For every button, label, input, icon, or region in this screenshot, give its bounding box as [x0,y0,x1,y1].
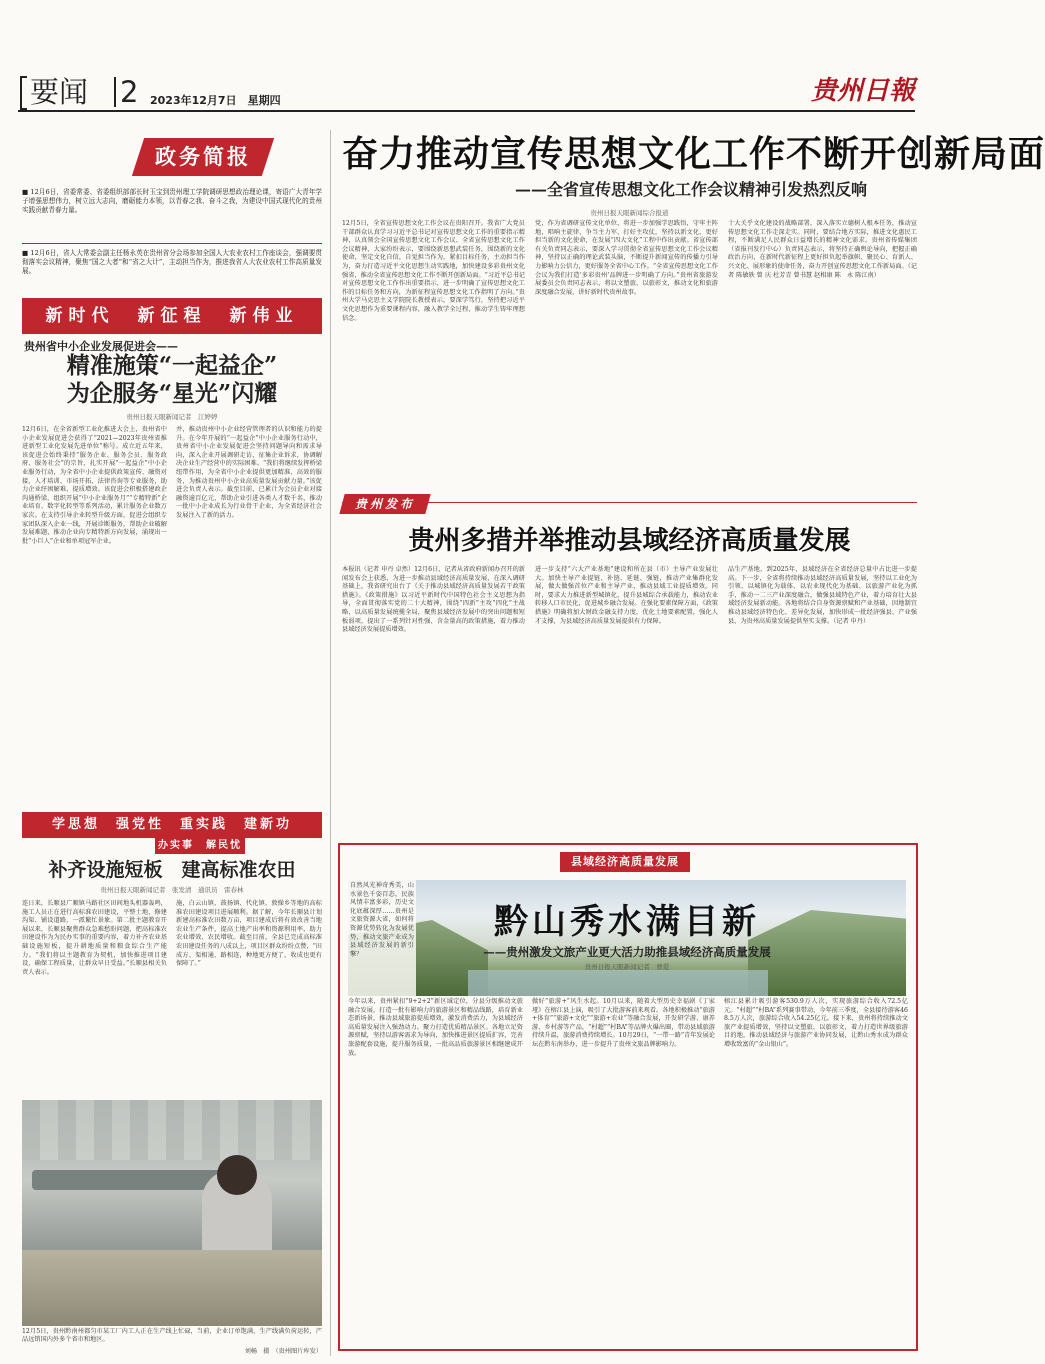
brief-item: ■ 12月6日，省人大常委会副主任杨永英在贵州省分会场参加全国人大农业农村工作座谈会，强调要贯彻落实会议精神，聚焦“国之大者”和“省之大计”，主动担当作为，推进我省人大农业农村工作高质量发展。 [22,249,322,276]
feature-headline: 黔山秀水满目新 [494,902,760,942]
article-body: 党，作为省调研宣传文化单位，将进一步加强学思践悟，守牢主阵地，唱响主旋律，争当主力军，打好主攻仗，坚持以新文化，更好担当新的文化使命，在发展“四大文化”工程中作出贡献。省宣传部有关负责同志表示，要深入学习贯彻全省宣传思想文化工作会议精神，坚持以正确的理论武装头脑，不断提升新闻宣传的传播力引导力影响力公信力，更好服务全省中心工作。“全省宣传思想文化工作会议为我们打造‘多彩贵州’品牌进一步明确了方向。”贵州省旅游发展委员会负责同志表示，将以文塑旅、以旅彰文，推动文化和旅游深度融合发展，讲好新时代贵州故事。 [535,220,718,296]
divider [22,243,322,244]
article-kicker: 贵州省中小企业发展促进会—— [24,340,178,353]
issue-date: 2023年12月7日 星期四 [150,94,281,107]
feature-subhead: ——贵州激发文旅产业更大活力助推县域经济高质量发展 [483,945,771,959]
article-body: 进一步支持“六大产业基地”建设和所在县（市）主导产业发展壮大。加快主导产业提链、补链、延链、强链，推动产业集群化发展，做大做强首位产业和主导产业，推动县域工业提质增效。同时，要求大力推进新型城镇化，提升县城综合承载能力，推动农业转移人口市民化，促进城乡融合发展。在强化要素保障方面，《政策措施》明确将加大财政金融支持力度，优化土地要素配置，强化人才支撑，为县域经济高质量发展提供有力保障。 [535,566,718,625]
byline: 贵州日报天眼新闻记者 张发清 通讯员 雷春林 [100,886,244,894]
article-body: 品生产基地，到2025年，县域经济在全省经济总量中占比进一步提高。下一步，全省将持续推动县域经济高质量发展，坚持以工业化为引领、以城镇化为载体、以农业现代化为基础、以旅游产业化为抓手，推动一二三产业深度融合，做强县域特色产业，着力培育壮大县域经济发展新动能。各地将结合自身资源禀赋和产业基础，因地制宜推动县域经济特色化、差异化发展，加快形成一批经济强县、产业强县，为贵州高质量发展提供坚实支撑。（记者 申丹） [728,566,917,625]
article-headline: 补齐设施短板 建高标准农田 [48,859,296,881]
article-body: 做好“旅游+”风生水起。10月以来，随着大型历史幸福剧《丁家垭》在榕江县上演，吸引了大批游客前来观看。各地积极推动“旅游+体育”“旅游+文化”“旅游+农业”等融合发展，开发研学游、康养游、乡村游等产品，“村超”“村BA”等品牌火爆出圈，带动县域旅游持续升温，旅游消费持续增长。10月29日，“一带一路”青年发展论坛在黔东南举办，进一步提升了贵州文旅品牌影响力。 [532,998,715,1048]
photo-credit: 刘畅 摄 （贵州图片库发） [244,1348,322,1355]
article-headline: 为企服务“星光”闪耀 [66,380,278,407]
factory-photo [22,1100,322,1326]
article-headline: 精准施策“一起益企” [66,352,278,379]
article-body: 12月6日，在全省新型工业化推进大会上，贵州省中小企业发展促进会获得了“2021—2023年贵州省推进新型工业化发展先进单位”称号。成立近五年来，该促进会始终秉持“服务企业、服务会员、服务政府、服务社会”的宗旨，扎实开展“一起益企”中小企业服务行动，为全省中小企业提供政策宣传、融资对接、人才培训、市场开拓、法律咨询等专业服务，助力企业纾困解难、提质增效。该促进会积极搭建政企沟通桥梁，组织开展“中小企业服务月”“专精特新”企业培育、数字化转型等系列活动，累计服务企业数万家次。在支持引导企业转型升级方面，促进会组织专家团队深入企业一线，开展诊断服务，帮助企业破解发展难题，推动企业向专精特新方向发展，涌现出一批“小巨人”企业和单项冠军企业。 [22,426,167,545]
article-body: 榕江县累计吸引游客530.9万人次，实现旅游综合收入72.5亿元。“村超”“村BA”系列赛事带动，今年前三季度，全县接待游客468.5万人次，旅游综合收入54.25亿元。接下来，贵州将持续推动文旅产业提质增效，坚持以文塑旅、以旅彰文，着力打造世界级旅游目的地，推动县域经济与旅游产业协同发展，让黔山秀水成为群众增收致富的“金山银山”。 [724,998,908,1048]
feature-intro: 自然风光神奇秀美，山水景色千姿百态，民族风情丰富多彩，历史文化底蕴深厚……贵州是文旅资源大省，如何将资源优势转化为发展优势，推动文旅产业成为县域经济发展的新引擎？ [348,880,416,996]
article-body: 十大关乎文化建设的战略部署，深入落实立德树人根本任务，推动宣传思想文化工作走深走实。同时，要结合地方实际，推进文化惠民工程，不断满足人民群众日益增长的精神文化需求。贵州省传媒集团（省报刊发行中心）负责同志表示，将坚持正确舆论导向，把握正确政治方向，在新时代新征程上更好担负起举旗帜、聚民心、育新人、兴文化、展形象的使命任务，奋力开创宣传思想文化工作新局面。（记者 陈敏轶 曾 庆 杜芳青 曾书慧 赵相康 陈 永 陈江南） [728,220,917,279]
article-body: 并，推动贵州中小企业经营管理者的认识和能力的提升。在今年开展的“一起益企”中小企业服务行动中，贵州省中小企业发展促进会坚持问题导向和需求导向，深入企业开展调研走访，征集企业诉求，协调解决企业生产经营中的实际困难。“我们将继续发挥桥梁纽带作用，为全省中小企业提供更加精准、高效的服务，为推动贵州中小企业高质量发展贡献力量。”该促进会负责人表示。截至目前，已累计为会员企业对接融资逾百亿元，帮助企业引进各类人才数千名，推动一批中小企业成长为行业骨干企业，为全省经济社会发展注入了新的活力。 [176,426,322,519]
byline: 贵州日报天眼新闻记者 江婷婷 [126,413,218,421]
article-body: 本报讯（记者 申丹 卓然）12月6日，记者从省政府新闻办召开的新闻发布会上获悉，为进一步推动县域经济高质量发展，在深入调研基础上，我省研究出台了《关于推动县域经济高质量发展若干政策措施》。《政策措施》以习近平新时代中国特色社会主义思想为指导，全面贯彻落实党的二十大精神，围绕“四新”主攻“四化”主战略，以高质量发展统揽全局，聚焦县域经济发展中的突出问题和短板弱项，提出了一系列针对性强、含金量高的政策措施，着力推动县域经济发展提质增效。 [342,566,525,634]
section-name: 要闻 [30,75,89,109]
campaign-band: 新时代 新征程 新伟业 [22,298,322,334]
article-body: 连日来，长顺县广顺镇马路社区田间地头机器轰鸣，施工人员正在进行高标准农田建设，平整土地、修建沟渠、铺设道路，一派繁忙景象。第二批主题教育开展以来，长顺县聚焦群众急难愁盼问题，把高标准农田建设作为为民办实事的重要内容，着力补齐农业基础设施短板，提升耕地质量和粮食综合生产能力。“我们将以主题教育为契机，加快推进项目建设，确保工程质量，让群众早日受益。”长顺县相关负责人表示。 [22,900,167,976]
masthead-rule [18,110,915,112]
campaign-band: 学思想 强党性 重实践 建新功 [22,812,322,838]
lead-headline: 奋力推动宣传思想文化工作不断开创新局面 [342,133,1045,175]
page-number-divider [114,77,116,107]
feature-tag: 县域经济高质量发展 [560,852,690,872]
masthead [18,68,915,108]
article-headline: 贵州多措并举推动县域经济高质量发展 [408,526,851,556]
byline: 贵州日报天眼新闻综合报道 [590,209,669,217]
section-tag-label: 贵州发布 [354,497,415,511]
article-body: 12月5日，全省宣传思想文化工作会议在贵阳召开。我省广大党员干部群众认真学习习近平总书记对宣传思想文化工作的重要指示精神，认真领会全国宣传思想文化工作会议、全省宣传思想文化工作会议精神，大家纷纷表示，要围绕新思想武装任务，围绕新的文化使命，坚定文化自信，自觉担当作为，紧扣目标任务，主动担当作为，奋力打造习近平文化思想生动实践地，加快建设多彩贵州文化强省，推动全省宣传思想文化工作不断开创新局面。“习近平总书记对宣传思想文化工作作出重要指示，进一步明确了宣传思想文化工作的目标任务和方向，为新征程宣传思想文化工作指明了方向。”贵州大学马克思主义学院院长教授表示，要深学笃行，坚持把习近平文化思想作为重要课程内容，融入教学全过程，推动学生铸牢理想信念。 [342,220,525,322]
article-body: 施，白云山镇、鼓扬镇、代化镇、敦操乡等地的高标准农田建设项目进展顺利。据了解，今年长顺县计划新建高标准农田数万亩，项目建成后将有效改善当地农业生产条件，提高土地产出率和资源利用率，助力农业增效、农民增收。截至目前，全县已完成高标准农田建设任务的八成以上，项目区群众纷纷点赞，“田成方、渠相通、路相连，种地更方便了，收成也更有保障了。” [176,900,322,968]
column-divider [330,130,331,1356]
photo-caption: 12月5日，贵州黔南州都匀市某工厂内工人正在生产线上忙碌，当前，企业订单饱满，生产线满负荷运转，产品远销国内外多个省市和地区。 [22,1328,322,1344]
article-body: 今年以来，贵州紧扣“9+2+2”新区域定位，分县分级推动文旅融合发展，打造一批有影响力的旅游景区和精品线路，培育新业态新场景，推动县域旅游提质增效，激发消费活力，为县域经济高质量发展注入强劲动力。聚力打造优质精品景区。各地立足资源禀赋，坚持以游客需求为导向，加快推进景区提质扩容，完善旅游配套设施，提升服务质量，一批高品质旅游景区相继建成开放。 [348,998,523,1057]
brief-item: ■ 12月6日，省委常委、省委组织部部长时玉宝到贵州理工学院调研思想政治理论课，寄语广大青年学子增强思想伟力，树立远大志向，磨砺能力本领，以青春之我、奋斗之我，为建设中国式现代化的贵州实践贡献青春力量。 [22,188,322,215]
lead-subhead: ——全省宣传思想文化工作会议精神引发热烈反响 [514,180,867,199]
campaign-sub-band: 办实事 解民忧 [155,838,245,854]
paper-logo: 贵州日報 [810,76,915,106]
byline: 贵州日报天眼新闻记者 曹爱 [584,963,670,971]
page-number: 2 [120,75,139,109]
briefs-title: 政务简报 [155,145,251,169]
section-bracket [20,76,27,110]
